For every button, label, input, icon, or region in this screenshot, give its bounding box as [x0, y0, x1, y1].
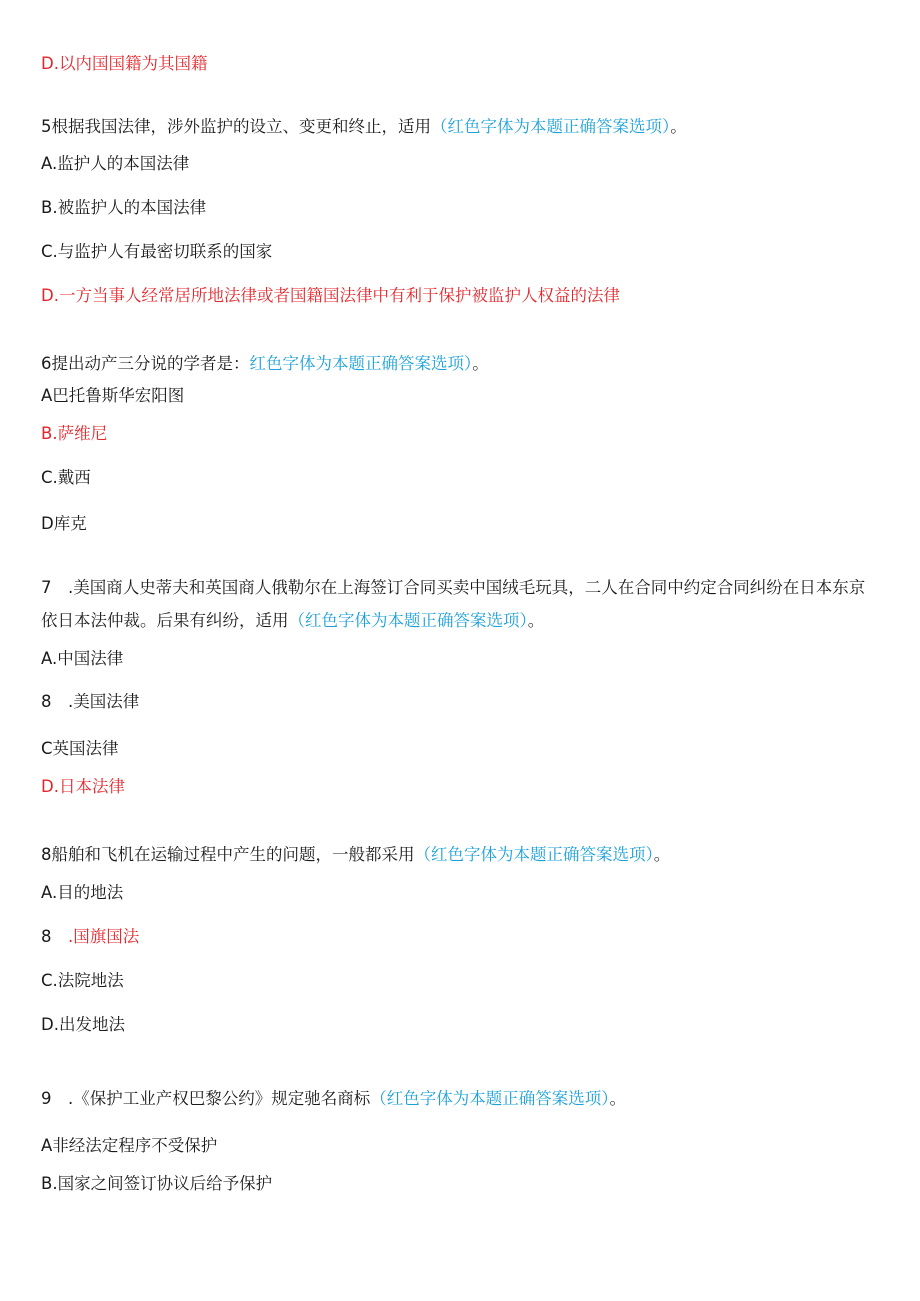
q8-stem: [41, 844, 670, 866]
q7-stem-text: 7 .美国商人史蒂夫和英国商人俄勒尔在上海签订合同买卖中国绒毛玩具，二人在合同中约定合同纠纷在日本东京依日本法仲裁。后果有纠纷，适用: [41, 578, 866, 630]
q8-stem-text: 8船舶和飞机在运输过程中产生的问题，一般都采用: [41, 845, 415, 864]
q8-option-b-text: .国旗国法: [68, 927, 140, 946]
q6-option-c: C.戴西: [41, 468, 91, 487]
q8-option-c: C.法院地法: [41, 971, 124, 990]
q4-option-d: D.以内国国籍为其国籍: [41, 54, 208, 73]
q6-hint: 红色字体为本题正确答案选项）: [249, 354, 473, 373]
q5-hint: （红色字体为本题正确答案选项）: [431, 117, 671, 136]
q9-stem: [41, 1088, 626, 1110]
q6-stem-text: 6提出动产三分说的学者是：: [41, 354, 250, 373]
q9-option-a: A非经法定程序不受保护: [41, 1136, 218, 1155]
q9-option-b: B.国家之间签订协议后给予保护: [41, 1174, 273, 1193]
q5-stem: [41, 116, 687, 138]
q8-option-b: [41, 926, 139, 948]
q5-option-c: C.与监护人有最密切联系的国家: [41, 242, 273, 261]
q8-stem-end: 。: [653, 845, 671, 864]
q8-option-d: D.出发地法: [41, 1015, 125, 1034]
q6-stem: [41, 353, 489, 375]
q7-option-d: D.日本法律: [41, 777, 125, 796]
q9-stem-text: 9 .《保护工业产权巴黎公约》规定驰名商标: [41, 1089, 371, 1108]
q7-stem-end: 。: [527, 611, 545, 630]
q5-option-a: A.监护人的本国法律: [41, 154, 190, 173]
q6-option-d: D库克: [41, 514, 87, 533]
q6-option-b: B.萨维尼: [41, 424, 108, 443]
q7-option-a: A.中国法律: [41, 649, 124, 668]
q9-stem-end: 。: [609, 1089, 626, 1108]
q7-option-c: C英国法律: [41, 739, 119, 758]
q5-option-b: B.被监护人的本国法律: [41, 198, 207, 217]
q7-stem: [41, 571, 876, 637]
q8-option-b-number: 8: [41, 927, 68, 946]
q8-hint: （红色字体为本题正确答案选项）: [414, 845, 654, 864]
q7-hint: （红色字体为本题正确答案选项）: [288, 611, 528, 630]
q5-option-d: D.一方当事人经常居所地法律或者国籍国法律中有利于保护被监护人权益的法律: [41, 286, 620, 305]
q5-stem-text: 5根据我国法律，涉外监护的设立、变更和终止，适用: [41, 117, 431, 136]
q6-option-a: A巴托鲁斯华宏阳图: [41, 386, 185, 405]
q9-hint: （红色字体为本题正确答案选项）: [370, 1089, 610, 1108]
q8-option-a: A.目的地法: [41, 883, 124, 902]
q5-stem-end: 。: [670, 117, 687, 136]
q6-stem-end: 。: [472, 354, 489, 373]
q7-option-b: 8 .美国法律: [41, 692, 140, 711]
